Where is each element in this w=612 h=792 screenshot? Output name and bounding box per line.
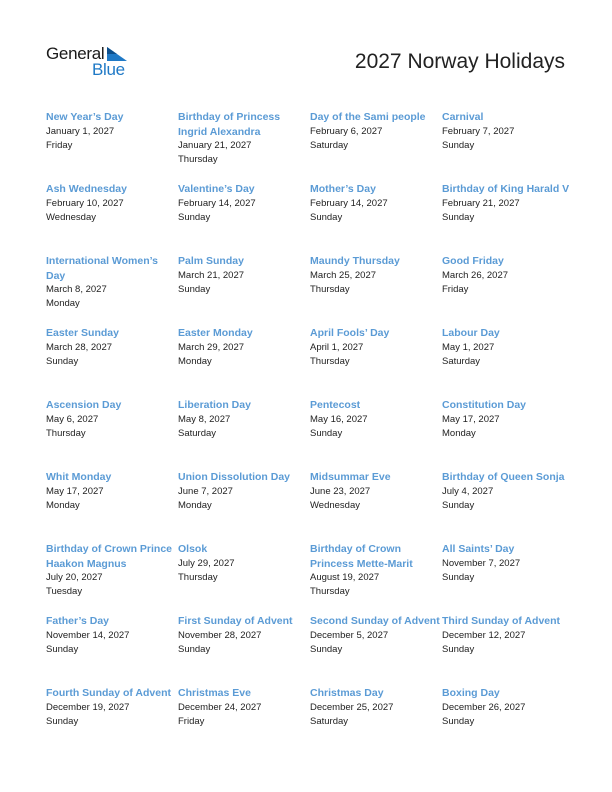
holiday-weekday: Thursday bbox=[310, 586, 350, 597]
logo-triangle-icon bbox=[107, 47, 127, 61]
holiday-name: Maundy Thursday bbox=[310, 255, 400, 267]
holiday-name: Midsummar Eve bbox=[310, 471, 391, 483]
holiday-entry bbox=[442, 542, 574, 614]
holiday-date: June 7, 2027 bbox=[178, 485, 233, 497]
holiday-date: November 28, 2027 bbox=[178, 629, 262, 641]
holiday-weekday: Sunday bbox=[178, 211, 211, 223]
holiday-name: Constitution Day bbox=[442, 399, 526, 411]
holiday-weekday: Sunday bbox=[442, 715, 475, 727]
holiday-weekday: Tuesday bbox=[46, 586, 83, 597]
holiday-name: First Sunday of Advent bbox=[178, 615, 293, 627]
holiday-entry bbox=[442, 614, 574, 686]
holiday-weekday: Saturday bbox=[310, 139, 349, 151]
holiday-entry bbox=[442, 182, 574, 254]
holiday-name: Day of the Sami people bbox=[310, 111, 426, 123]
holiday-entry bbox=[310, 398, 442, 470]
holiday-weekday: Monday bbox=[46, 298, 80, 309]
holiday-date: February 10, 2027 bbox=[46, 197, 124, 209]
holiday-weekday: Monday bbox=[178, 355, 212, 367]
holiday-date: July 20, 2027 bbox=[46, 572, 103, 583]
holiday-date: March 28, 2027 bbox=[46, 341, 113, 353]
holiday-weekday: Sunday bbox=[46, 715, 79, 727]
holiday-entry bbox=[442, 398, 574, 470]
holiday-entry bbox=[46, 686, 178, 758]
holiday-weekday: Saturday bbox=[310, 715, 349, 727]
holiday-weekday: Sunday bbox=[46, 355, 79, 367]
holiday-name: Birthday of King Harald V bbox=[442, 183, 570, 195]
holiday-date: March 21, 2027 bbox=[178, 269, 245, 281]
holiday-entry bbox=[178, 326, 310, 398]
holiday-name: Christmas Day bbox=[310, 687, 384, 699]
holiday-entry bbox=[178, 686, 310, 758]
holiday-name: Boxing Day bbox=[442, 687, 500, 699]
holiday-date: March 8, 2027 bbox=[46, 284, 107, 295]
holiday-weekday: Thursday bbox=[46, 427, 86, 439]
holiday-entry bbox=[178, 182, 310, 254]
holiday-name: Easter Sunday bbox=[46, 327, 119, 339]
holiday-entry bbox=[442, 686, 574, 758]
holiday-name: Fourth Sunday of Advent bbox=[46, 687, 172, 699]
holiday-entry bbox=[178, 542, 310, 614]
holiday-entry bbox=[178, 254, 310, 326]
holiday-date: November 14, 2027 bbox=[46, 629, 130, 641]
holiday-date: May 6, 2027 bbox=[46, 413, 99, 425]
holiday-entry bbox=[442, 470, 574, 542]
generalblue-logo bbox=[46, 44, 136, 80]
holiday-date: March 26, 2027 bbox=[442, 269, 509, 281]
holiday-entry bbox=[178, 614, 310, 686]
holiday-date: July 4, 2027 bbox=[442, 485, 494, 497]
holiday-name: Mother’s Day bbox=[310, 183, 376, 195]
holiday-name: Birthday of Crown Prince Haakon Magnus bbox=[46, 543, 173, 570]
holiday-weekday: Sunday bbox=[46, 643, 79, 655]
logo-word-blue: Blue bbox=[92, 60, 125, 79]
holiday-name: Birthday of Queen Sonja bbox=[442, 471, 565, 483]
holiday-name: Birthday of Crown Princess Mette-Marit bbox=[310, 543, 413, 570]
holiday-entry bbox=[310, 542, 442, 614]
holiday-name: Olsok bbox=[178, 543, 208, 555]
holiday-date: April 1, 2027 bbox=[310, 341, 364, 353]
holiday-name: Pentecost bbox=[310, 399, 361, 411]
holiday-entry bbox=[46, 182, 178, 254]
holiday-entry bbox=[442, 326, 574, 398]
holiday-weekday: Sunday bbox=[442, 211, 475, 223]
holiday-date: November 7, 2027 bbox=[442, 557, 521, 569]
holiday-grid bbox=[46, 110, 574, 758]
logo-word-general: General bbox=[46, 44, 105, 63]
holiday-entry bbox=[310, 686, 442, 758]
holiday-name: April Fools’ Day bbox=[310, 327, 390, 339]
holiday-entry bbox=[310, 614, 442, 686]
holiday-date: June 23, 2027 bbox=[310, 485, 371, 497]
holiday-date: February 14, 2027 bbox=[178, 197, 256, 209]
holiday-entry bbox=[442, 110, 574, 182]
holiday-date: July 29, 2027 bbox=[178, 557, 235, 569]
holiday-weekday: Sunday bbox=[442, 643, 475, 655]
holiday-weekday: Saturday bbox=[178, 427, 217, 439]
holiday-date: May 17, 2027 bbox=[442, 413, 500, 425]
holiday-date: May 16, 2027 bbox=[310, 413, 368, 425]
holiday-date: December 24, 2027 bbox=[178, 701, 262, 713]
holiday-date: January 21, 2027 bbox=[178, 140, 252, 151]
holiday-entry bbox=[178, 110, 310, 182]
holiday-name: International Women’s Day bbox=[46, 255, 159, 282]
holiday-weekday: Wednesday bbox=[310, 499, 360, 511]
holiday-name: Birthday of Princess Ingrid Alexandra bbox=[178, 111, 281, 138]
holiday-name: Ash Wednesday bbox=[46, 183, 127, 195]
holiday-weekday: Sunday bbox=[310, 211, 343, 223]
holiday-name: Whit Monday bbox=[46, 471, 112, 483]
holiday-name: Carnival bbox=[442, 111, 484, 123]
holiday-entry bbox=[310, 470, 442, 542]
holiday-entry bbox=[310, 326, 442, 398]
holiday-weekday: Monday bbox=[46, 499, 80, 511]
holiday-entry bbox=[310, 182, 442, 254]
holiday-weekday: Friday bbox=[442, 283, 469, 295]
holiday-weekday: Monday bbox=[178, 499, 212, 511]
holiday-entry bbox=[46, 254, 178, 326]
holiday-date: May 8, 2027 bbox=[178, 413, 231, 425]
holiday-name: Father’s Day bbox=[46, 615, 110, 627]
holiday-entry bbox=[46, 542, 178, 614]
holiday-weekday: Sunday bbox=[310, 427, 343, 439]
holiday-date: May 1, 2027 bbox=[442, 341, 495, 353]
holiday-date: February 6, 2027 bbox=[310, 125, 383, 137]
holiday-weekday: Thursday bbox=[178, 571, 218, 583]
holiday-date: January 1, 2027 bbox=[46, 125, 115, 137]
holiday-weekday: Sunday bbox=[178, 643, 211, 655]
holiday-name: All Saints’ Day bbox=[442, 543, 515, 555]
holiday-date: February 7, 2027 bbox=[442, 125, 515, 137]
page-title: 2027 Norway Holidays bbox=[354, 50, 565, 73]
holiday-weekday: Sunday bbox=[442, 139, 475, 151]
holiday-date: March 25, 2027 bbox=[310, 269, 377, 281]
holiday-weekday: Monday bbox=[442, 427, 476, 439]
holiday-date: May 17, 2027 bbox=[46, 485, 104, 497]
holiday-entry bbox=[310, 110, 442, 182]
holiday-weekday: Wednesday bbox=[46, 211, 96, 223]
holiday-entry bbox=[442, 254, 574, 326]
holiday-weekday: Saturday bbox=[442, 355, 481, 367]
holiday-entry bbox=[310, 254, 442, 326]
holiday-weekday: Friday bbox=[46, 139, 73, 151]
holiday-entry bbox=[46, 614, 178, 686]
holiday-entry bbox=[46, 110, 178, 182]
holiday-name: Labour Day bbox=[442, 327, 500, 339]
holiday-date: February 14, 2027 bbox=[310, 197, 388, 209]
holiday-entry bbox=[46, 326, 178, 398]
holiday-weekday: Sunday bbox=[442, 499, 475, 511]
holiday-date: March 29, 2027 bbox=[178, 341, 245, 353]
holiday-entry bbox=[46, 470, 178, 542]
holiday-weekday: Sunday bbox=[442, 571, 475, 583]
holiday-name: Third Sunday of Advent bbox=[442, 615, 561, 627]
holiday-name: Easter Monday bbox=[178, 327, 253, 339]
holiday-entry bbox=[178, 470, 310, 542]
holiday-entry bbox=[178, 398, 310, 470]
holiday-name: New Year’s Day bbox=[46, 111, 124, 123]
holiday-name: Union Dissolution Day bbox=[178, 471, 291, 483]
holiday-name: Good Friday bbox=[442, 255, 504, 267]
holiday-date: December 19, 2027 bbox=[46, 701, 130, 713]
holiday-name: Valentine’s Day bbox=[178, 183, 255, 195]
holiday-weekday: Thursday bbox=[178, 154, 218, 165]
holiday-name: Second Sunday of Advent bbox=[310, 615, 440, 627]
holiday-date: December 25, 2027 bbox=[310, 701, 394, 713]
holiday-entry bbox=[46, 398, 178, 470]
holiday-weekday: Thursday bbox=[310, 355, 350, 367]
holiday-name: Christmas Eve bbox=[178, 687, 251, 699]
holiday-name: Palm Sunday bbox=[178, 255, 244, 267]
holiday-weekday: Sunday bbox=[178, 283, 211, 295]
holiday-date: December 5, 2027 bbox=[310, 629, 389, 641]
holiday-date: February 21, 2027 bbox=[442, 197, 520, 209]
holiday-date: December 26, 2027 bbox=[442, 701, 526, 713]
holiday-weekday: Friday bbox=[178, 715, 205, 727]
holiday-weekday: Sunday bbox=[310, 643, 343, 655]
holiday-date: August 19, 2027 bbox=[310, 572, 380, 583]
holiday-date: December 12, 2027 bbox=[442, 629, 526, 641]
holiday-weekday: Thursday bbox=[310, 283, 350, 295]
holiday-name: Ascension Day bbox=[46, 399, 122, 411]
holiday-name: Liberation Day bbox=[178, 399, 251, 411]
